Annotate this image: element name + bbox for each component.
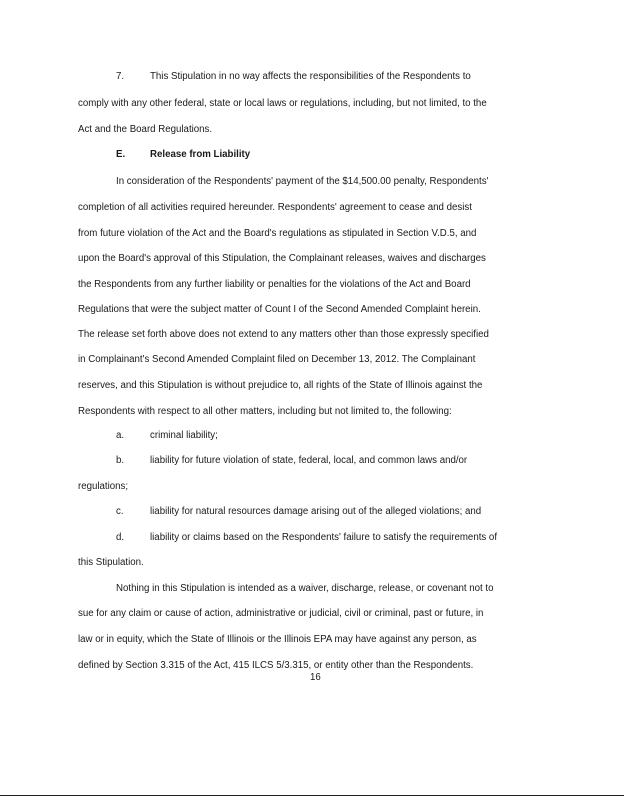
paragraph-1-line: from future violation of the Act and the Board's regulations as stipulated in Section V.D.5, and [78, 228, 477, 239]
paragraph-1-line: in Complainant's Second Amended Complaint filed on December 13, 2012. The Complainant [78, 354, 476, 365]
paragraph-2-line: sue for any claim or cause of action, administrative or judicial, civil or criminal, past or future, in [78, 608, 484, 619]
item-7-line-2: comply with any other federal, state or local laws or regulations, including, but not limited, to the [78, 98, 487, 109]
paragraph-1-line: Respondents with respect to all other matters, including but not limited to, the following: [78, 406, 452, 417]
reservation-b-text: liability for future violation of state, federal, local, and common laws and/or [150, 455, 468, 466]
section-e-letter: E. [116, 149, 126, 160]
paragraph-1-line: The release set forth above does not extend to any matters other than those expressly specified [78, 329, 489, 340]
reservation-d-continuation: this Stipulation. [78, 557, 144, 568]
paragraph-2-line: Nothing in this Stipulation is intended as a waiver, discharge, release, or covenant not to [116, 583, 494, 594]
paragraph-1-line: completion of all activities required hereunder. Respondents' agreement to cease and desist [78, 202, 472, 213]
paragraph-1-line: upon the Board's approval of this Stipulation, the Complainant releases, waives and discharges [78, 253, 486, 264]
paragraph-1-line: the Respondents from any further liability or penalties for the violations of the Act and Board [78, 279, 471, 290]
reservation-c-letter: c. [116, 506, 124, 517]
reservation-a-text: criminal liability; [150, 430, 218, 441]
reservation-d-text: liability or claims based on the Respondents' failure to satisfy the requirements of [150, 532, 498, 543]
page-number: 16 [310, 672, 321, 683]
paragraph-1-line: In consideration of the Respondents' payment of the $14,500.00 penalty, Respondents' [116, 176, 489, 187]
paragraph-2-line: law or in equity, which the State of Illinois or the Illinois EPA may have against any person, as [78, 634, 477, 645]
reservation-c-text: liability for natural resources damage arising out of the alleged violations; and [150, 506, 482, 517]
item-7-number: 7. [116, 71, 125, 82]
item-7-line-3: Act and the Board Regulations. [78, 124, 213, 135]
paragraph-2-line: defined by Section 3.315 of the Act, 415 ILCS 5/3.315, or entity other than the Respondents. [78, 660, 474, 671]
paragraph-1-line: Regulations that were the subject matter of Count I of the Second Amended Complaint herein. [78, 304, 481, 315]
reservation-d-letter: d. [116, 532, 125, 543]
page-bottom-rule [0, 795, 624, 796]
reservation-b-letter: b. [116, 455, 125, 466]
reservation-a-letter: a. [116, 430, 125, 441]
paragraph-1-line: reserves, and this Stipulation is without prejudice to, all rights of the State of Illinois against the [78, 380, 483, 391]
item-7-line-1: This Stipulation in no way affects the responsibilities of the Respondents to [150, 71, 471, 82]
reservation-b-continuation: regulations; [78, 481, 129, 492]
section-e-heading: Release from Liability [150, 149, 251, 160]
